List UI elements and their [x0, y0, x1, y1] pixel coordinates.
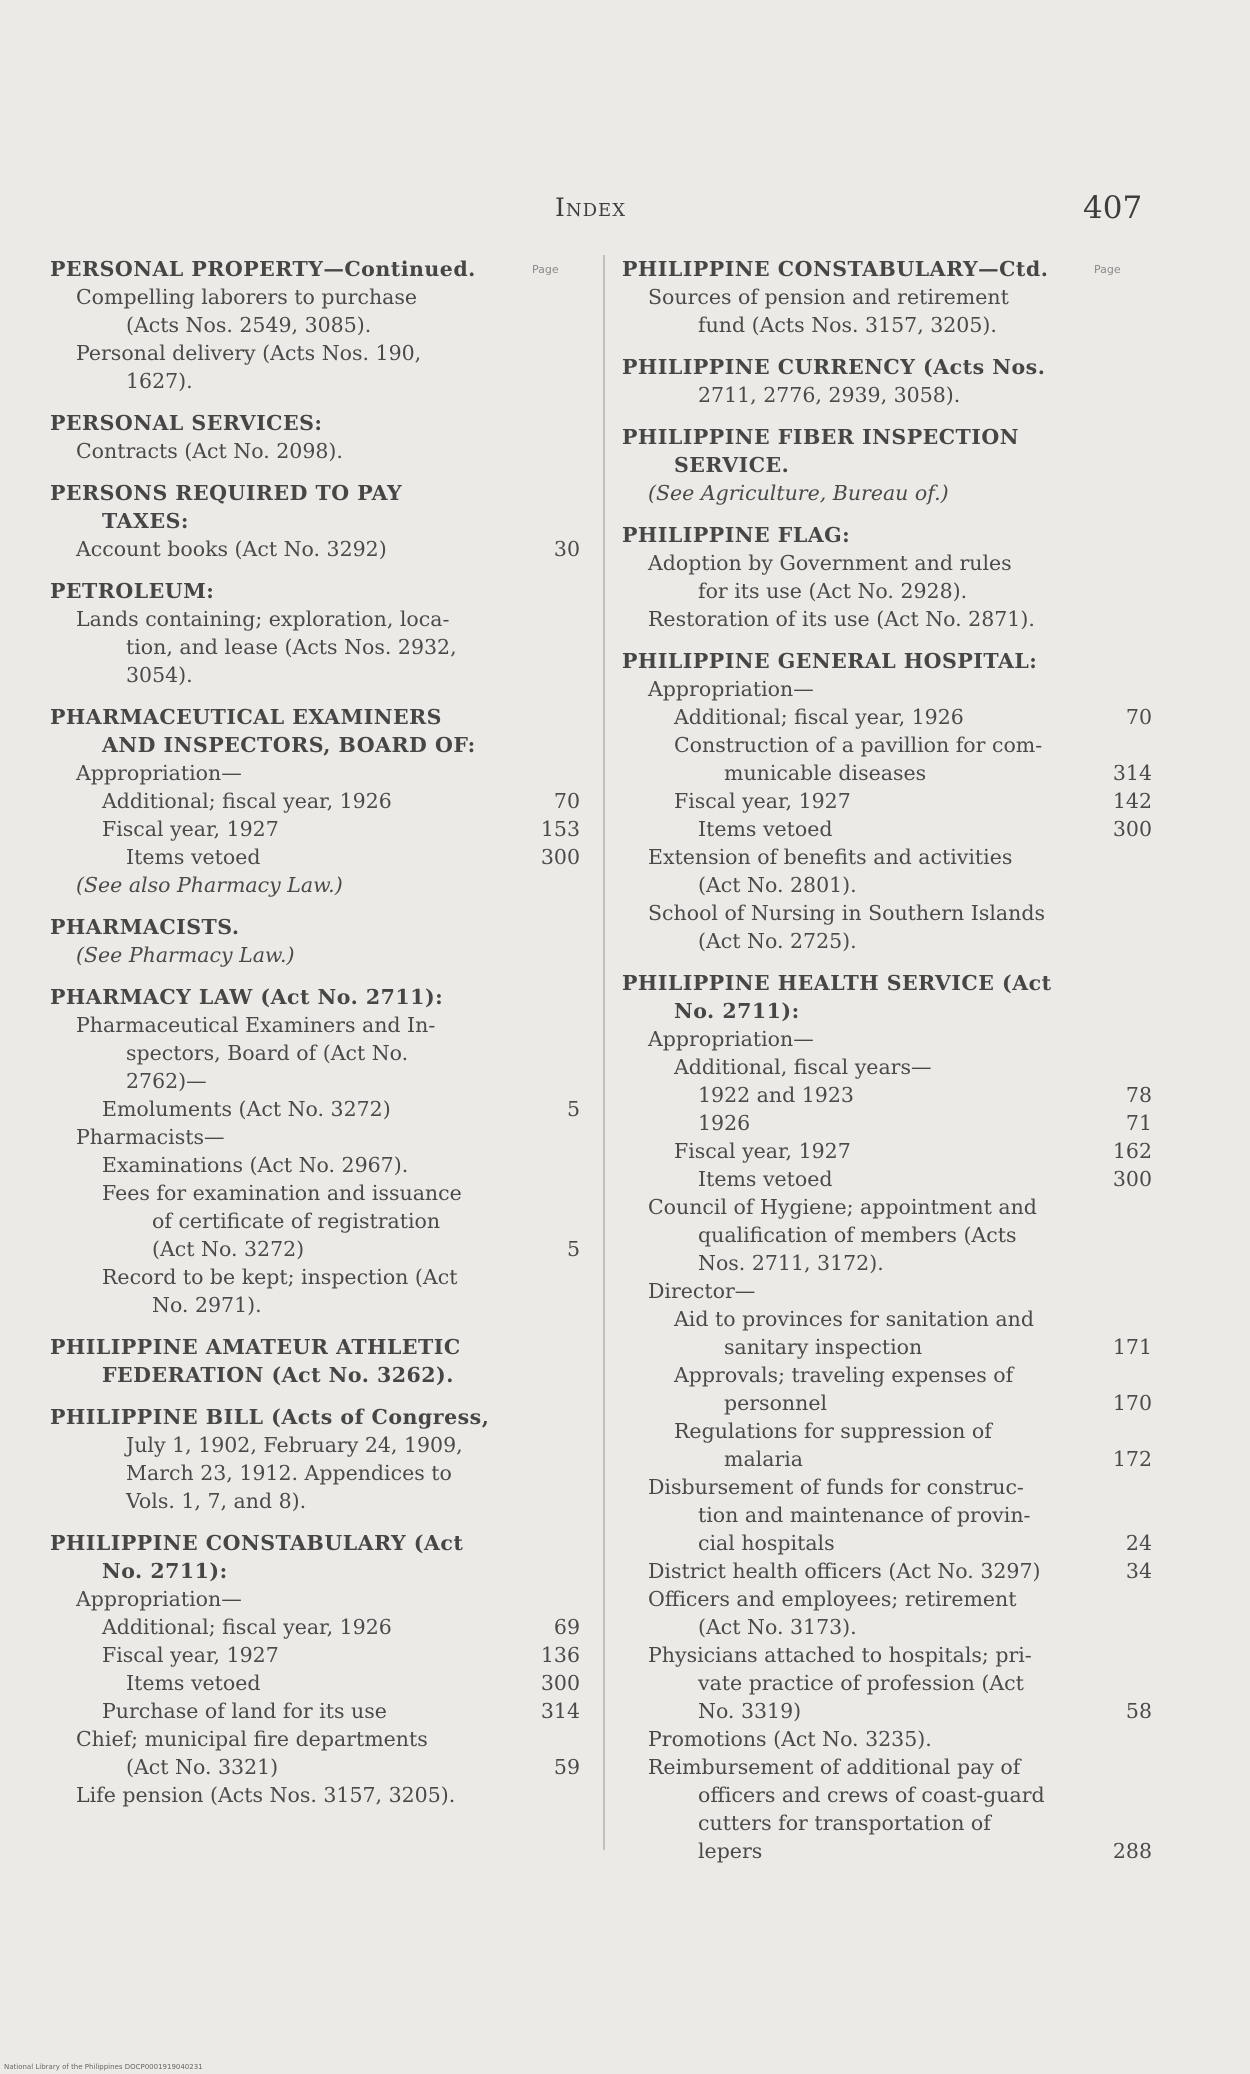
page-header-title: Index: [555, 193, 627, 222]
subentry-text: Director—: [648, 1279, 756, 1303]
subentry: [622, 1781, 1152, 1809]
subentry-text: Additional; fiscal year, 1926: [674, 705, 964, 729]
subentry: [50, 1753, 590, 1781]
scan-footer: National Library of the Philippines DOCP0001919040231: [4, 2063, 203, 2071]
subentry-text: tion and maintenance of provin-: [698, 1503, 1031, 1527]
index-entry: [50, 409, 590, 465]
subentry: [622, 1053, 1152, 1081]
subentry: [50, 1011, 590, 1039]
subentry-text: Promotions (Act No. 3235).: [648, 1727, 932, 1751]
subentry-text: Account books (Act No. 3292): [76, 537, 387, 561]
subentry: [50, 633, 590, 661]
subentry: [622, 1333, 1152, 1361]
subentry: [50, 1235, 590, 1263]
subentry-text: 3054).: [126, 663, 193, 687]
page-number: 407: [1083, 190, 1143, 226]
subentry: [622, 577, 1152, 605]
page-reference: 300: [540, 845, 580, 869]
entry-heading: PHILIPPINE CONSTABULARY—Ctd.: [622, 257, 1049, 281]
subentry-text: Appropriation—: [648, 1027, 814, 1051]
subentry-text: 2711, 2776, 2939, 3058).: [698, 383, 961, 407]
subentry: [622, 549, 1152, 577]
subentry: [622, 1697, 1152, 1725]
subentry-text: Extension of benefits and activities: [648, 845, 1013, 869]
entry-heading: PHILIPPINE GENERAL HOSPITAL:: [622, 649, 1038, 673]
index-entry: [50, 255, 590, 395]
page-reference: 300: [1112, 817, 1152, 841]
subentry: [50, 1781, 590, 1809]
subentry: [622, 1417, 1152, 1445]
page-reference: 142: [1112, 789, 1152, 813]
subentry: [50, 367, 590, 395]
subentry-text: Vols. 1, 7, and 8).: [126, 1489, 307, 1513]
subentry-text: personnel: [724, 1391, 828, 1415]
page-reference: 288: [1112, 1839, 1152, 1863]
subentry-text: Reimbursement of additional pay of: [648, 1755, 1021, 1779]
entry-heading: PHILIPPINE BILL (Acts of Congress,: [50, 1405, 490, 1429]
subentry: [50, 1725, 590, 1753]
subentry-text: (Act No. 2725).: [698, 929, 857, 953]
index-entry: [50, 983, 590, 1319]
subentry: [622, 1445, 1152, 1473]
entry-heading-continued: AND INSPECTORS, BOARD OF:: [102, 733, 476, 757]
subentry: [50, 1039, 590, 1067]
subentry: [622, 1669, 1152, 1697]
entry-heading: PHARMACY LAW (Act No. 2711):: [50, 985, 444, 1009]
subentry-text: Sources of pension and retirement: [648, 285, 1009, 309]
subentry: [50, 437, 590, 465]
subentry: [622, 815, 1152, 843]
subentry: [622, 1193, 1152, 1221]
subentry-text: Emoluments (Act No. 3272): [102, 1097, 391, 1121]
entry-heading-continued: SERVICE.: [674, 453, 790, 477]
subentry-text: spectors, Board of (Act No.: [126, 1041, 409, 1065]
subentry-text: 1627).: [126, 369, 193, 393]
subentry: [50, 283, 590, 311]
subentry-text: Nos. 2711, 3172).: [698, 1251, 884, 1275]
index-entry: [50, 1333, 590, 1389]
subentry: [622, 731, 1152, 759]
page-reference: 153: [540, 817, 580, 841]
index-entry: [622, 423, 1152, 507]
subentry: [622, 927, 1152, 955]
subentry: [50, 1179, 590, 1207]
subentry: [50, 1641, 590, 1669]
subentry-text: cutters for transportation of: [698, 1811, 991, 1835]
page-reference: 70: [553, 789, 580, 813]
entry-heading: PHILIPPINE CONSTABULARY (Act: [50, 1531, 464, 1555]
subentry: [622, 871, 1152, 899]
subentry: [622, 1081, 1152, 1109]
subentry: [50, 815, 590, 843]
entry-heading-continued: FEDERATION (Act No. 3262).: [102, 1363, 454, 1387]
subentry: [622, 787, 1152, 815]
subentry-text: Purchase of land for its use: [102, 1699, 387, 1723]
subentry: [622, 1753, 1152, 1781]
right-index-column: [622, 255, 1152, 1879]
entry-heading: PHARMACISTS.: [50, 915, 240, 939]
subentry-text: Disbursement of funds for construc-: [648, 1475, 1024, 1499]
subentry: [50, 787, 590, 815]
subentry-text: (See Agriculture, Bureau of.): [648, 481, 949, 505]
subentry: [622, 1473, 1152, 1501]
page-reference: 300: [1112, 1167, 1152, 1191]
subentry-text: Appropriation—: [76, 1587, 242, 1611]
subentry-text: Pharmacists—: [76, 1125, 225, 1149]
subentry: [622, 1641, 1152, 1669]
subentry-text: Appropriation—: [76, 761, 242, 785]
subentry: [50, 1697, 590, 1725]
index-entry: [50, 1529, 590, 1809]
subentry: [622, 1389, 1152, 1417]
subentry-text: 1926: [698, 1111, 751, 1135]
subentry: [50, 1669, 590, 1697]
subentry: [50, 1263, 590, 1291]
subentry: [622, 1613, 1152, 1641]
subentry-text: Additional, fiscal years—: [674, 1055, 932, 1079]
subentry-text: Examinations (Act No. 2967).: [102, 1153, 409, 1177]
subentry-text: School of Nursing in Southern Islands: [648, 901, 1045, 925]
page-reference: 300: [540, 1671, 580, 1695]
subentry-text: fund (Acts Nos. 3157, 3205).: [698, 313, 997, 337]
subentry-text: qualification of members (Acts: [698, 1223, 1017, 1247]
subentry-text: vate practice of profession (Act: [698, 1671, 1024, 1695]
index-entry: [622, 647, 1152, 955]
subentry-text: (Act No. 3321): [126, 1755, 279, 1779]
subentry: [622, 1361, 1152, 1389]
subentry-text: malaria: [724, 1447, 804, 1471]
subentry: [622, 1025, 1152, 1053]
subentry: [50, 1431, 590, 1459]
subentry: [622, 1529, 1152, 1557]
index-entry: [622, 521, 1152, 633]
entry-heading: PHILIPPINE CURRENCY (Acts Nos.: [622, 355, 1046, 379]
subentry-text: Fiscal year, 1927: [102, 1643, 279, 1667]
page-reference: 172: [1112, 1447, 1152, 1471]
subentry-text: of certificate of registration: [152, 1209, 441, 1233]
subentry-text: Officers and employees; retirement: [648, 1587, 1017, 1611]
subentry: [50, 843, 590, 871]
subentry: [622, 605, 1152, 633]
subentry-text: Chief; municipal fire departments: [76, 1727, 428, 1751]
subentry-text: lepers: [698, 1839, 763, 1863]
subentry-text: Physicians attached to hospitals; pri-: [648, 1643, 1032, 1667]
page-reference: 171: [1112, 1335, 1152, 1359]
subentry-text: municable diseases: [724, 761, 927, 785]
subentry-text: (See also Pharmacy Law.): [76, 873, 343, 897]
subentry: [622, 1249, 1152, 1277]
subentry: [50, 1095, 590, 1123]
see-reference: [50, 871, 590, 899]
see-reference: [50, 941, 590, 969]
index-entry: [622, 255, 1152, 339]
index-entry: [622, 353, 1152, 409]
page-reference: 30: [553, 537, 580, 561]
left-entries: [50, 255, 590, 1809]
index-entry: [622, 969, 1152, 1865]
subentry-text: officers and crews of coast-guard: [698, 1783, 1045, 1807]
entry-heading-continued: No. 2711):: [102, 1559, 228, 1583]
subentry: [50, 1123, 590, 1151]
subentry: [622, 899, 1152, 927]
subentry-text: (Act No. 2801).: [698, 873, 857, 897]
entry-heading-continued: TAXES:: [102, 509, 189, 533]
page-reference: 314: [1112, 761, 1152, 785]
entry-heading: PHILIPPINE HEALTH SERVICE (Act: [622, 971, 1052, 995]
page-reference: 78: [1125, 1083, 1152, 1107]
subentry-text: Fees for examination and issuance: [102, 1181, 462, 1205]
subentry-text: Fiscal year, 1927: [674, 1139, 851, 1163]
subentry: [622, 1725, 1152, 1753]
subentry: [622, 675, 1152, 703]
subentry-text: Record to be kept; inspection (Act: [102, 1265, 458, 1289]
subentry-text: Items vetoed: [698, 1167, 833, 1191]
subentry-text: for its use (Act No. 2928).: [698, 579, 968, 603]
subentry-text: Lands containing; exploration, loca-: [76, 607, 450, 631]
subentry: [622, 283, 1152, 311]
subentry: [50, 605, 590, 633]
subentry: [622, 1221, 1152, 1249]
subentry: [50, 1585, 590, 1613]
subentry: [622, 759, 1152, 787]
subentry-text: Personal delivery (Acts Nos. 190,: [76, 341, 422, 365]
page-reference: 59: [553, 1755, 580, 1779]
subentry: [622, 1109, 1152, 1137]
subentry-text: Contracts (Act No. 2098).: [76, 439, 343, 463]
subentry: [622, 311, 1152, 339]
subentry: [622, 1557, 1152, 1585]
index-entry: [50, 577, 590, 689]
page-reference: 5: [566, 1237, 580, 1261]
subentry: [622, 1137, 1152, 1165]
subentry-text: Aid to provinces for sanitation and: [674, 1307, 1034, 1331]
subentry-text: (See Pharmacy Law.): [76, 943, 295, 967]
index-entry: [50, 703, 590, 899]
subentry-text: March 23, 1912. Appendices to: [126, 1461, 452, 1485]
subentry-text: Fiscal year, 1927: [102, 817, 279, 841]
page-reference: 34: [1125, 1559, 1152, 1583]
subentry-text: July 1, 1902, February 24, 1909,: [126, 1433, 463, 1457]
entry-heading: PHILIPPINE AMATEUR ATHLETIC: [50, 1335, 461, 1359]
subentry: [50, 1459, 590, 1487]
subentry: [622, 1837, 1152, 1865]
entry-heading: PERSONAL PROPERTY—Continued.: [50, 257, 476, 281]
see-reference: [622, 479, 1152, 507]
subentry-text: (Act No. 3272): [152, 1237, 305, 1261]
page-reference: 70: [1125, 705, 1152, 729]
subentry-text: cial hospitals: [698, 1531, 835, 1555]
subentry: [622, 1809, 1152, 1837]
entry-heading-continued: No. 2711):: [674, 999, 800, 1023]
subentry-text: (Acts Nos. 2549, 3085).: [126, 313, 372, 337]
subentry-text: Additional; fiscal year, 1926: [102, 789, 392, 813]
subentry-text: Items vetoed: [698, 817, 833, 841]
subentry-text: Restoration of its use (Act No. 2871).: [648, 607, 1035, 631]
subentry-text: Approvals; traveling expenses of: [674, 1363, 1014, 1387]
subentry: [50, 1291, 590, 1319]
subentry-text: No. 3319): [698, 1699, 802, 1723]
index-entry: [50, 913, 590, 969]
page-reference: 58: [1125, 1699, 1152, 1723]
subentry-text: 2762)—: [126, 1069, 207, 1093]
subentry-text: Life pension (Acts Nos. 3157, 3205).: [76, 1783, 456, 1807]
subentry: [622, 381, 1152, 409]
subentry-text: (Act No. 3173).: [698, 1615, 857, 1639]
entry-heading: PETROLEUM:: [50, 579, 215, 603]
subentry-text: Additional; fiscal year, 1926: [102, 1615, 392, 1639]
entry-heading: PHARMACEUTICAL EXAMINERS: [50, 705, 442, 729]
subentry: [622, 1305, 1152, 1333]
right-page-column-label: Page: [1094, 263, 1121, 276]
subentry-text: Appropriation—: [648, 677, 814, 701]
subentry-text: 1922 and 1923: [698, 1083, 854, 1107]
left-page-column-label: Page: [532, 263, 559, 276]
subentry-text: Adoption by Government and rules: [648, 551, 1012, 575]
entry-heading: PHILIPPINE FIBER INSPECTION: [622, 425, 1019, 449]
subentry-text: Council of Hygiene; appointment and: [648, 1195, 1037, 1219]
subentry: [50, 1487, 590, 1515]
left-index-column: [50, 255, 590, 1823]
page-reference: 170: [1112, 1391, 1152, 1415]
subentry-text: Pharmaceutical Examiners and In-: [76, 1013, 436, 1037]
subentry: [50, 1613, 590, 1641]
subentry: [622, 1501, 1152, 1529]
column-divider: [603, 255, 605, 1850]
entry-heading: PHILIPPINE FLAG:: [622, 523, 851, 547]
page-reference: 69: [553, 1615, 580, 1639]
page-reference: 24: [1125, 1531, 1152, 1555]
subentry-text: Fiscal year, 1927: [674, 789, 851, 813]
page-reference: 314: [540, 1699, 580, 1723]
page-reference: 5: [566, 1097, 580, 1121]
subentry: [622, 703, 1152, 731]
subentry: [50, 1067, 590, 1095]
subentry: [622, 1165, 1152, 1193]
entry-heading: PERSONS REQUIRED TO PAY: [50, 481, 403, 505]
subentry: [622, 1585, 1152, 1613]
subentry: [50, 1151, 590, 1179]
page-reference: 162: [1112, 1139, 1152, 1163]
subentry-text: sanitary inspection: [724, 1335, 923, 1359]
subentry: [50, 661, 590, 689]
subentry-text: Regulations for suppression of: [674, 1419, 992, 1443]
subentry: [50, 311, 590, 339]
subentry-text: Compelling laborers to purchase: [76, 285, 418, 309]
subentry: [622, 1277, 1152, 1305]
subentry: [50, 339, 590, 367]
subentry-text: No. 2971).: [152, 1293, 262, 1317]
subentry-text: Items vetoed: [126, 1671, 261, 1695]
subentry: [50, 759, 590, 787]
subentry: [622, 843, 1152, 871]
subentry-text: District health officers (Act No. 3297): [648, 1559, 1041, 1583]
index-entry: [50, 1403, 590, 1515]
index-entry: [50, 479, 590, 563]
page-reference: 71: [1125, 1111, 1152, 1135]
entry-heading: PERSONAL SERVICES:: [50, 411, 323, 435]
right-entries: [622, 255, 1152, 1865]
subentry-text: Construction of a pavillion for com-: [674, 733, 1043, 757]
subentry: [50, 1207, 590, 1235]
subentry-text: tion, and lease (Acts Nos. 2932,: [126, 635, 457, 659]
subentry-text: Items vetoed: [126, 845, 261, 869]
page-reference: 136: [540, 1643, 580, 1667]
subentry: [50, 535, 590, 563]
